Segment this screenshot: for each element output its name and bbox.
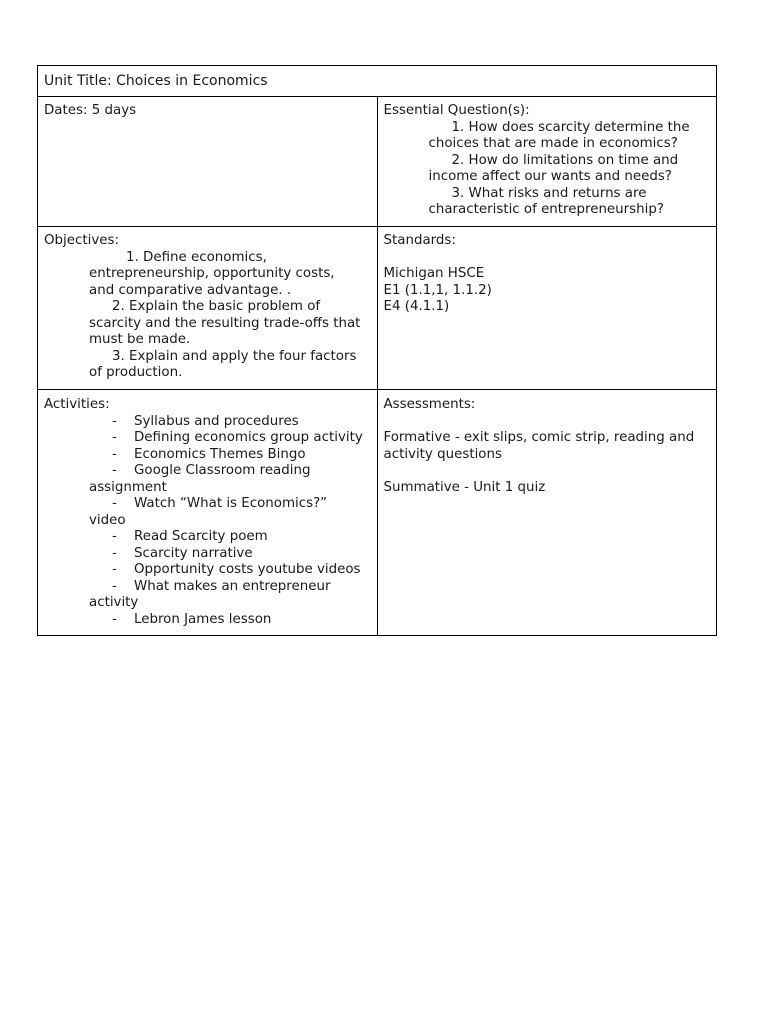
bullet-dash: -: [112, 545, 117, 561]
question-2-line-2: income affect our wants and needs?: [428, 169, 672, 184]
bullet-dash: -: [112, 611, 117, 627]
activity-text: Lebron James lesson: [134, 611, 272, 627]
activity-text: Economics Themes Bingo: [134, 446, 306, 462]
objective-1-line-3: and comparative advantage. .: [89, 282, 292, 298]
spacer: [384, 463, 711, 480]
bullet-dash: -: [112, 578, 117, 594]
objective-3-line-2: of production.: [89, 365, 183, 380]
bullet-dash: -: [112, 413, 117, 429]
objective-2-line-2: scarcity and the resulting trade-offs that: [89, 315, 361, 331]
unit-plan-table: [37, 65, 717, 636]
activity-item: [44, 612, 371, 629]
bullet-dash: -: [112, 496, 117, 511]
unit-title: Unit Title: Choices in Economics: [44, 73, 268, 89]
assessments-cell: [377, 390, 717, 636]
unit-title-cell: [38, 66, 717, 97]
bullet-dash: -: [112, 562, 117, 577]
activity-item: [44, 562, 371, 579]
activity-text: Syllabus and procedures: [134, 413, 299, 429]
bullet-dash: -: [112, 430, 117, 445]
objective-2-line-1: 2. Explain the basic problem of: [112, 299, 321, 314]
objective-3-line-1: 3. Explain and apply the four factors: [112, 348, 357, 364]
activity-text: Watch “What is Economics?”: [134, 496, 328, 511]
formative-line-2: activity questions: [383, 446, 502, 462]
dates-text: Dates: 5 days: [44, 103, 137, 118]
activity-text: Google Classroom reading: [134, 463, 311, 478]
objective-1-line-1: 1. Define economics,: [126, 249, 267, 265]
essential-questions-cell: [377, 97, 717, 227]
dates-cell: [38, 97, 378, 227]
assessments-heading: Assessments:: [383, 397, 476, 412]
question-1-line-1: 1. How does scarcity determine the: [451, 119, 690, 135]
spacer: [384, 414, 711, 431]
activity-text: Scarcity narrative: [134, 545, 253, 561]
essential-questions-heading: Essential Question(s):: [383, 103, 530, 118]
question-2-line-1: 2. How do limitations on time and: [451, 152, 679, 168]
standards-cell: [377, 227, 717, 390]
activity-item: [44, 414, 371, 431]
formative-line-1: Formative - exit slips, comic strip, reading and: [383, 430, 695, 445]
bullet-dash: -: [112, 529, 117, 544]
objective-2-line-3: must be made.: [89, 332, 191, 347]
activity-text: Read Scarcity poem: [134, 529, 268, 544]
standard-line-2: E1 (1.1,1, 1.1.2): [383, 282, 492, 298]
question-3-line-2: characteristic of entrepreneurship?: [428, 202, 664, 217]
activity-item: [44, 579, 371, 596]
activity-text: Defining economics group activity: [134, 430, 363, 445]
spacer: [384, 250, 711, 267]
question-3-line-1: 3. What risks and returns are: [451, 185, 647, 201]
activity-text: What makes an entrepreneur: [134, 578, 331, 594]
activities-cell: [38, 390, 378, 636]
objective-1-line-2: entrepreneurship, opportunity costs,: [89, 266, 335, 281]
activity-item: [44, 546, 371, 563]
objectives-heading: Objectives:: [44, 233, 119, 248]
bullet-dash: -: [112, 463, 117, 478]
activities-heading: Activities:: [44, 397, 110, 412]
standards-heading: Standards:: [383, 233, 456, 248]
activity-item: [44, 496, 371, 513]
standard-line-1: Michigan HSCE: [383, 266, 485, 281]
objectives-cell: [38, 227, 378, 390]
activity-wrap: video: [89, 512, 126, 528]
standard-line-3: E4 (4.1.1): [383, 299, 450, 314]
activity-item: [44, 529, 371, 546]
bullet-dash: -: [112, 446, 117, 462]
activity-item: [44, 463, 371, 480]
question-1-line-2: choices that are made in economics?: [428, 136, 678, 151]
activity-item: [44, 447, 371, 464]
summative-line: Summative - Unit 1 quiz: [383, 479, 546, 495]
activity-wrap: activity: [89, 595, 139, 610]
activity-text: Opportunity costs youtube videos: [134, 562, 361, 577]
activity-wrap: assignment: [89, 479, 167, 495]
activity-item: [44, 430, 371, 447]
